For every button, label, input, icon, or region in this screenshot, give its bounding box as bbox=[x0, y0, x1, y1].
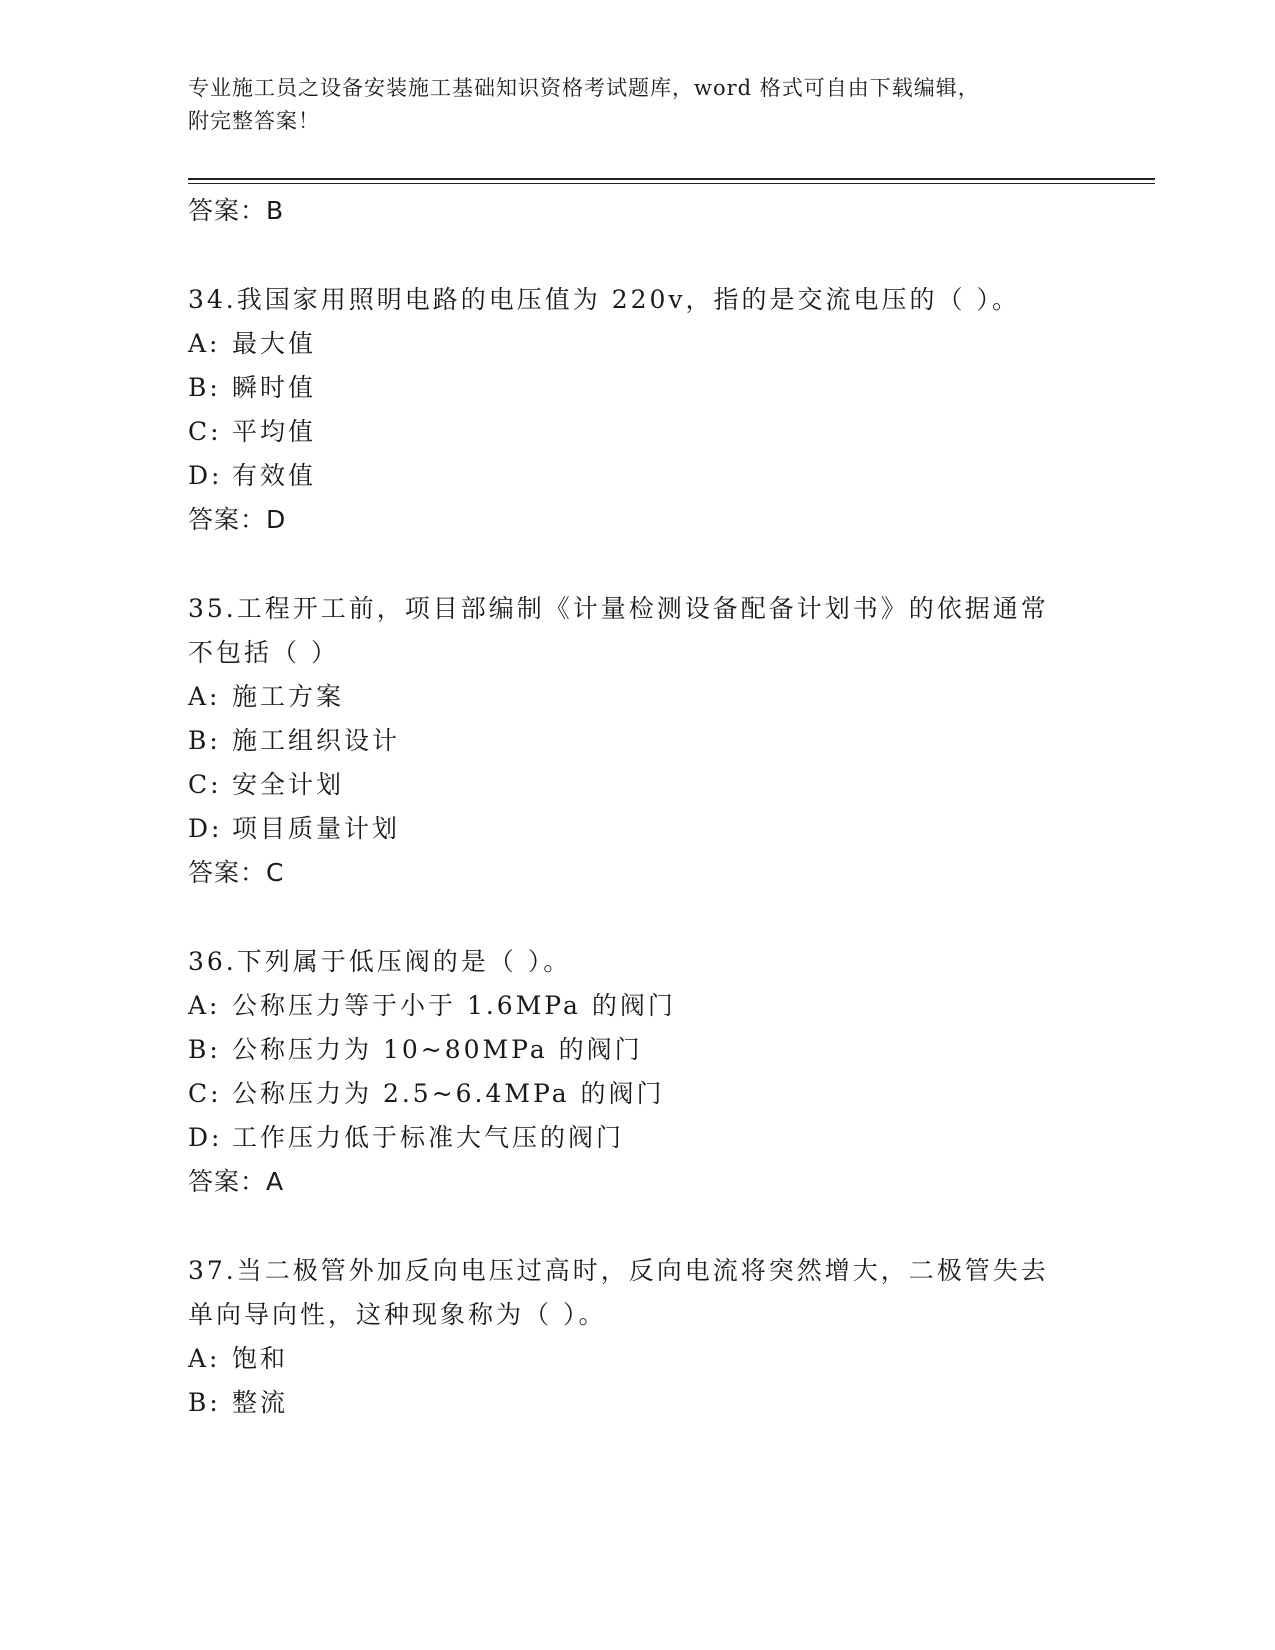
option-a bbox=[188, 1342, 288, 1376]
question-stem: 36.下列属于低压阀的是（ ）。 bbox=[188, 947, 572, 976]
option-text: 平均值 bbox=[232, 417, 317, 446]
question-stem-continued: 单向导向性，这种现象称为（ ）。 bbox=[188, 1300, 607, 1329]
document-header bbox=[188, 72, 1088, 138]
option-key: D: bbox=[188, 461, 223, 490]
answer: 答案：C bbox=[188, 858, 285, 887]
header-divider-thick bbox=[188, 178, 1155, 180]
option-b bbox=[188, 724, 400, 758]
option-text: 有效值 bbox=[232, 461, 317, 490]
answer: 答案：A bbox=[188, 1167, 285, 1196]
option-text: 项目质量计划 bbox=[232, 814, 401, 843]
option-c bbox=[188, 415, 316, 449]
answer: 答案：D bbox=[188, 505, 287, 534]
option-a bbox=[188, 327, 316, 361]
header-line-1: 专业施工员之设备安装施工基础知识资格考试题库，word 格式可自由下载编辑， bbox=[188, 76, 980, 100]
option-d bbox=[188, 1121, 624, 1155]
option-key: C: bbox=[188, 770, 222, 799]
option-key: B: bbox=[188, 1388, 221, 1417]
option-text: 工作压力低于标准大气压的阀门 bbox=[232, 1123, 625, 1152]
option-a bbox=[188, 989, 676, 1023]
option-key: A: bbox=[188, 329, 221, 358]
option-key: D: bbox=[188, 814, 223, 843]
option-text: 整流 bbox=[232, 1388, 289, 1417]
question-stem: 37.当二极管外加反向电压过高时，反向电流将突然增大，二极管失去 bbox=[188, 1256, 1049, 1285]
option-text: 安全计划 bbox=[232, 770, 345, 799]
option-text: 公称压力为 2.5~6.4MPa 的阀门 bbox=[232, 1079, 665, 1108]
option-key: D: bbox=[188, 1123, 223, 1152]
option-d bbox=[188, 812, 400, 846]
option-key: A: bbox=[188, 682, 221, 711]
option-b bbox=[188, 371, 316, 405]
option-key: C: bbox=[188, 417, 222, 446]
option-text: 瞬时值 bbox=[232, 373, 317, 402]
option-text: 最大值 bbox=[232, 329, 317, 358]
answer-previous: 答案：B bbox=[188, 196, 285, 225]
option-text: 公称压力等于小于 1.6MPa 的阀门 bbox=[232, 991, 676, 1020]
option-c bbox=[188, 1077, 665, 1111]
option-key: B: bbox=[188, 373, 221, 402]
option-key: A: bbox=[188, 991, 221, 1020]
header-divider-thin bbox=[188, 183, 1155, 184]
option-key: B: bbox=[188, 726, 221, 755]
question-stem: 35.工程开工前，项目部编制《计量检测设备配备计划书》的依据通常 bbox=[188, 594, 1049, 623]
header-line-2: 附完整答案！ bbox=[188, 109, 320, 133]
option-c bbox=[188, 768, 344, 802]
option-text: 施工组织设计 bbox=[232, 726, 401, 755]
option-key: C: bbox=[188, 1079, 222, 1108]
option-text: 饱和 bbox=[232, 1344, 289, 1373]
option-d bbox=[188, 459, 316, 493]
option-key: A: bbox=[188, 1344, 221, 1373]
option-b bbox=[188, 1386, 288, 1420]
option-b bbox=[188, 1033, 643, 1067]
option-text: 施工方案 bbox=[232, 682, 345, 711]
option-a bbox=[188, 680, 344, 714]
option-key: B: bbox=[188, 1035, 221, 1064]
question-stem: 34.我国家用照明电路的电压值为 220v，指的是交流电压的（ ）。 bbox=[188, 285, 1020, 314]
option-text: 公称压力为 10~80MPa 的阀门 bbox=[232, 1035, 643, 1064]
question-stem-continued: 不包括（ ） bbox=[188, 638, 339, 667]
